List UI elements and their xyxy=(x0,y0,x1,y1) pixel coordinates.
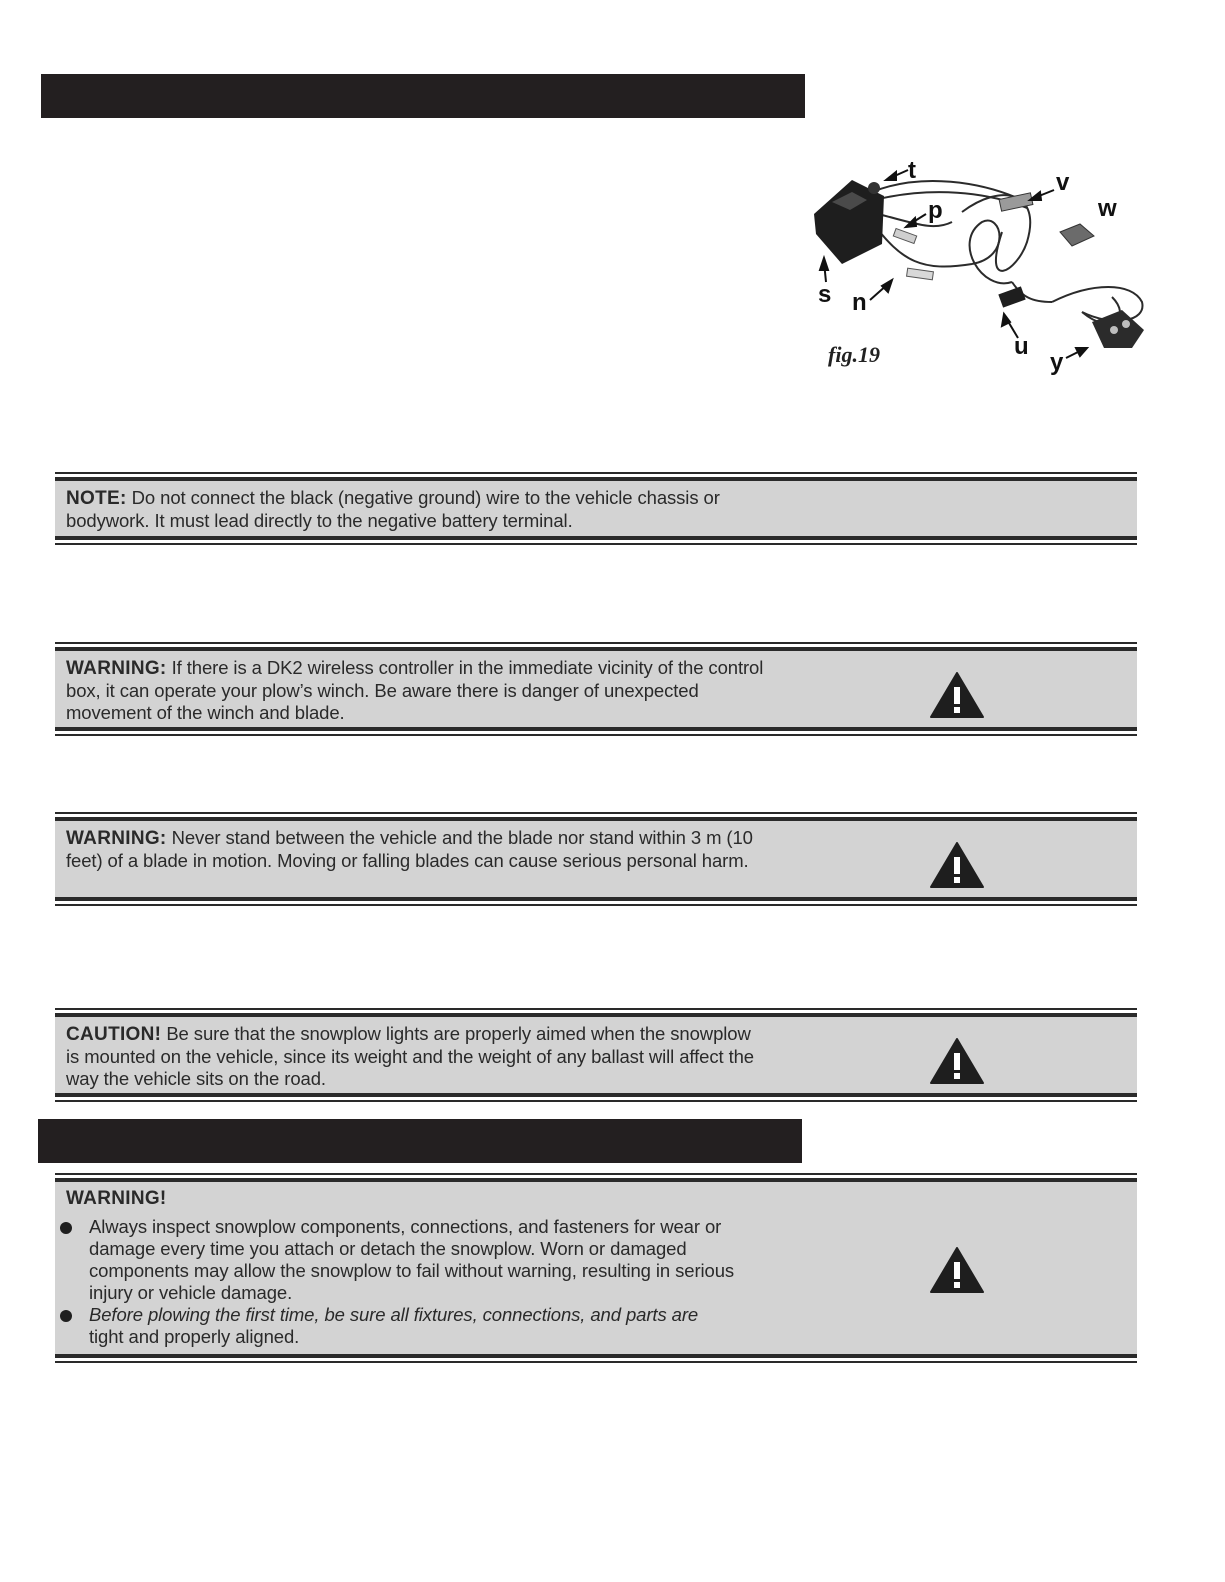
warning-box-wireless xyxy=(55,647,1137,731)
caution-label: CAUTION! xyxy=(66,1024,162,1045)
warning-box-inspection xyxy=(55,1178,1137,1358)
callout-s: s xyxy=(818,281,832,308)
warning-triangle-icon xyxy=(929,1246,985,1294)
callout-v: v xyxy=(1056,169,1070,196)
warning-text xyxy=(66,1188,776,1348)
warning-box-blade xyxy=(55,817,1137,901)
caution-text xyxy=(66,1023,766,1090)
callout-p: p xyxy=(928,197,943,224)
section-header-bar-maintenance xyxy=(38,1119,802,1163)
warning-label: WARNING: xyxy=(66,828,167,849)
warning-text xyxy=(66,657,766,724)
warning-bullet-list xyxy=(66,1216,776,1348)
warning-body: If there is a DK2 wireless controller in the immediate vicinity of the control box, it can operate your plow’s winch. Be aware there is danger of unexpected movement of the winch and blade. xyxy=(66,657,764,723)
warning-triangle-icon xyxy=(929,1037,985,1085)
control-box-s xyxy=(814,180,884,264)
warning-body: Never stand between the vehicle and the blade nor stand within 3 m (10 feet) of a blade in motion. Moving or falling blades can cause serious personal harm. xyxy=(66,827,753,871)
caution-box xyxy=(55,1013,1137,1097)
section-header-bar-top xyxy=(41,74,805,118)
callout-n: n xyxy=(852,289,867,316)
callout-y: y xyxy=(1050,349,1064,376)
list-item: Always inspect snowplow components, connections, and fasteners for wear or damage every time you attach or detach the snowplow. Worn or damaged components may allow the snowplow to fail without warning, resulting in serious injury or vehicle damage. xyxy=(66,1216,776,1304)
callout-u: u xyxy=(1014,333,1029,360)
list-item: Before plowing the first time, be sure all fixtures, connections, and parts are tight and properly aligned. xyxy=(66,1304,776,1348)
callout-t: t xyxy=(908,157,916,184)
callout-w: w xyxy=(1098,195,1117,222)
note-body: Do not connect the black (negative ground) wire to the vehicle chassis or bodywork. It must lead directly to the negative battery terminal. xyxy=(66,487,720,531)
caution-body: Be sure that the snowplow lights are properly aimed when the snowplow is mounted on the vehicle, since its weight and the weight of any ballast will affect the way the vehicle sits on the road. xyxy=(66,1023,754,1089)
warning-text xyxy=(66,827,766,872)
warning-triangle-icon xyxy=(929,841,985,889)
note-label: NOTE: xyxy=(66,488,127,509)
note-box xyxy=(55,477,1137,540)
figure-caption: fig.19 xyxy=(828,342,880,367)
warning-label: WARNING: xyxy=(66,658,167,679)
bullet-icon xyxy=(60,1222,72,1234)
note-text xyxy=(66,487,766,532)
bullet-icon xyxy=(60,1310,72,1322)
wiring-harness-figure xyxy=(812,152,1157,384)
warning-triangle-icon xyxy=(929,671,985,719)
warning-label: WARNING! xyxy=(66,1188,167,1209)
